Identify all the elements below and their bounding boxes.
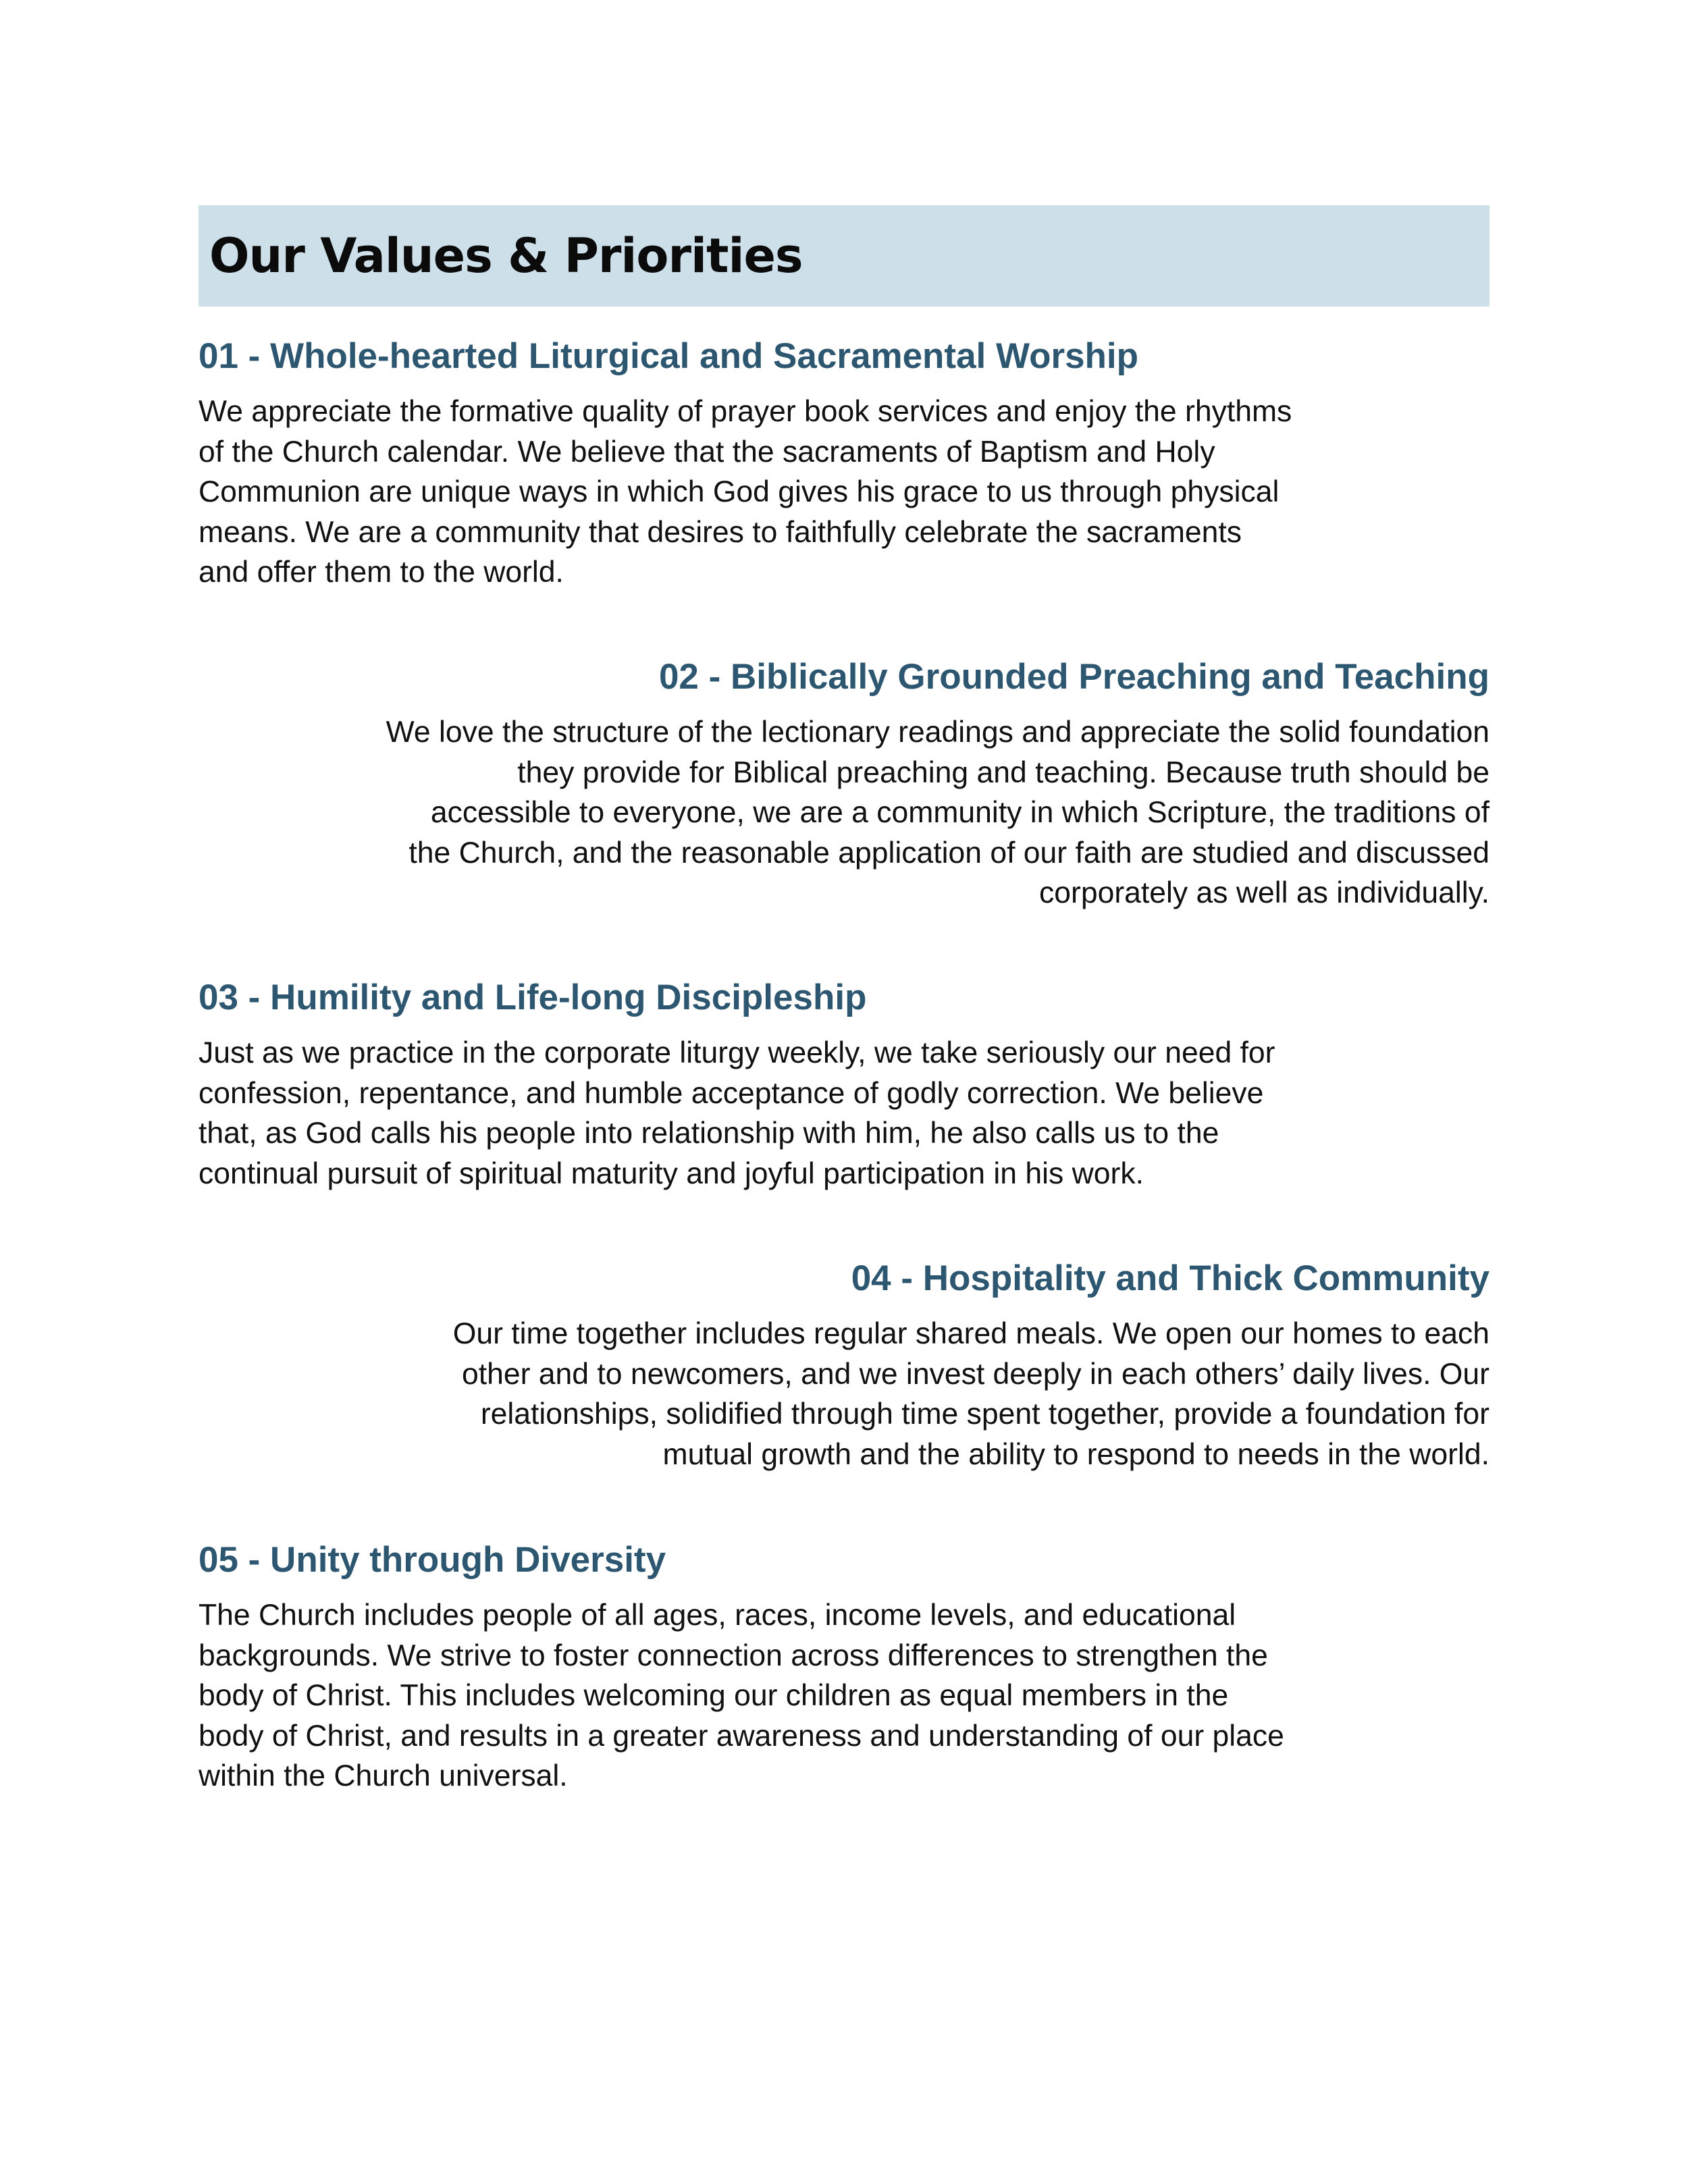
section-heading: 04 - Hospitality and Thick Community [851,1258,1489,1298]
page-title: Our Values & Priorities [209,228,803,284]
value-section-04 [199,1257,1489,1474]
value-section-03 [199,976,1489,1194]
section-body: We love the structure of the lectionary readings and appreciate the solid foundation they provide for Biblical preaching and teaching. Because truth should be accessible to everyone, we are a community in which Scripture, the traditions of the Church, and the reasonable application of our faith are studied and discussed corporately as well as individually. [386,716,1489,909]
section-body: We appreciate the formative quality of prayer book services and enjoy the rhythms of the Church calendar. We believe that the sacraments of Baptism and Holy Communion are unique ways in which God gives his grace to us through physical means. We are a community that desires to faithfully celebrate the sacraments and offer them to the world. [199,395,1292,589]
value-section-02 [199,656,1489,913]
section-body: Our time together includes regular shared meals. We open our homes to each other and to newcomers, and we invest deeply in each others’ daily lives. Our relationships, solidified through time spent together, provide a foundation for mutual growth and the ability to respond to needs in the world. [452,1317,1489,1471]
value-section-05 [199,1539,1489,1796]
section-heading: 01 - Whole-hearted Liturgical and Sacramental Worship [199,336,1139,376]
section-heading: 02 - Biblically Grounded Preaching and Teaching [658,657,1489,697]
section-heading: 05 - Unity through Diversity [199,1540,666,1580]
section-body: The Church includes people of all ages, races, income levels, and educational backgrounds. We strive to foster connection across differences to strengthen the body of Christ. This includes welcoming our children as equal members in the body of Christ, and results in a greater awareness and understanding of our place within the Church universal. [199,1599,1284,1792]
section-body: Just as we practice in the corporate liturgy weekly, we take seriously our need for confession, repentance, and humble acceptance of godly correction. We believe that, as God calls his people into relationship with him, he also calls us to the continual pursuit of spiritual maturity and joyful participation in his work. [199,1036,1275,1190]
title-banner [199,205,1489,307]
value-section-01 [199,335,1489,593]
section-heading: 03 - Humility and Life-long Discipleship [199,978,867,1017]
